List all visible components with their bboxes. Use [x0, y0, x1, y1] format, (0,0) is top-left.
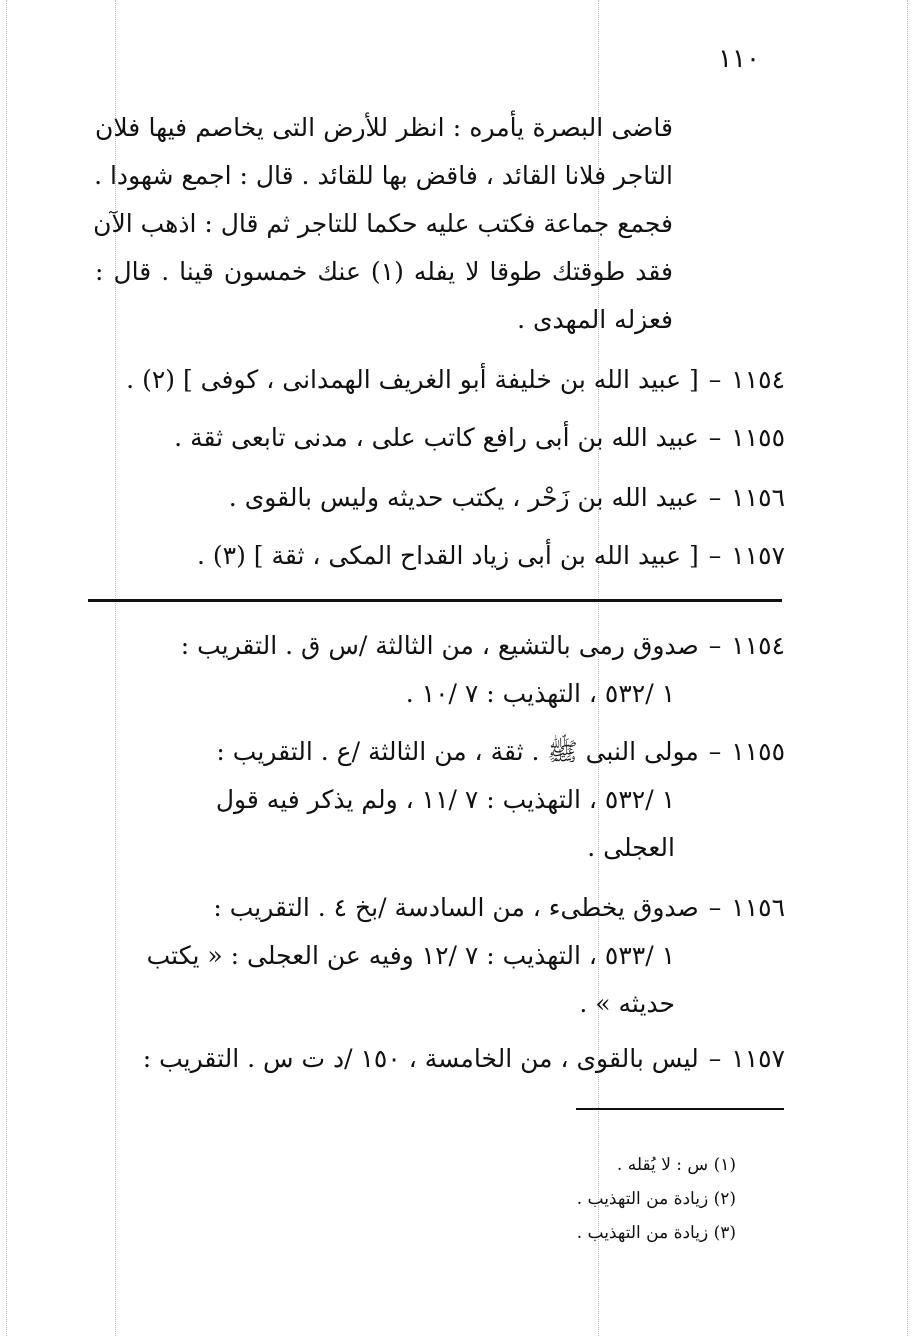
scan-dotted-line [907, 0, 908, 1336]
entry-dash: – [708, 423, 722, 452]
note-line: ١ /٥٣٢ ، التهذيب : ٧ /١١ ، ولم يذكر فيه قول [215, 785, 675, 814]
note-dash: – [708, 1044, 722, 1073]
note-number: ١١٥٤ [731, 631, 785, 660]
entry-dash: – [708, 541, 722, 570]
entry-text: عبيد الله بن أبى رافع كاتب على ، مدنى تابعى ثقة . [174, 423, 699, 452]
paragraph-line: قاضى البصرة يأمره : انظر للأرض التى يخاصم فيها فلان [95, 113, 673, 142]
narrator-entry [95, 474, 785, 522]
footnote: (٢) زيادة من التهذيب . [576, 1189, 736, 1209]
note-line: ١ /٥٣٣ ، التهذيب : ٧ /١٢ وفيه عن العجلى : « يكتب [146, 941, 675, 970]
note-line: مولى النبى ﷺ . ثقة ، من الثالثة /ع . التقريب : [216, 737, 699, 766]
paragraph-line: فعزله المهدى . [517, 305, 673, 334]
note-line: حديثه » . [579, 989, 675, 1018]
note-dash: – [708, 893, 722, 922]
section-divider [88, 599, 782, 602]
scan-dotted-line [6, 0, 7, 1336]
note-line: صدوق يخطىء ، من السادسة /بخ ٤ . التقريب : [213, 893, 699, 922]
paragraph-line: فجمع جماعة فكتب عليه حكما للتاجر ثم قال : اذهب الآن [93, 209, 673, 238]
narrator-entry [95, 532, 785, 580]
note-line: ١ /٥٣٢ ، التهذيب : ٧ /١٠ . [405, 679, 675, 708]
note-dash: – [708, 737, 722, 766]
paragraph-line: فقد طوقتك طوقا لا يفله (١) عنك خمسون قينا . قال : [95, 257, 673, 286]
commentary-note [95, 728, 785, 872]
entry-number: ١١٥٧ [731, 541, 785, 570]
entry-text: [ عبيد الله بن أبى زياد القداح المكى ، ثقة ] (٣) . [196, 541, 699, 570]
narrator-entry [95, 414, 785, 462]
note-number: ١١٥٧ [731, 1044, 785, 1073]
entry-text: [ عبيد الله بن خليفة أبو الغريف الهمدانى ، كوفى ] (٢) . [126, 365, 699, 394]
footnote: (١) س : لا يُقله . [616, 1155, 736, 1175]
paragraph-line: التاجر فلانا القائد ، فاقض بها للقائد . قال : اجمع شهودا . [94, 161, 673, 190]
note-line: صدوق رمى بالتشيع ، من الثالثة /س ق . التقريب : [180, 631, 699, 660]
entry-dash: – [708, 483, 722, 512]
footnote-divider [576, 1108, 784, 1110]
note-number: ١١٥٦ [731, 893, 785, 922]
commentary-note [95, 884, 785, 1028]
note-number: ١١٥٥ [731, 737, 785, 766]
narrative-paragraph [95, 104, 673, 344]
entry-number: ١١٥٦ [731, 483, 785, 512]
page-number: ١١٠ [718, 44, 760, 74]
narrator-entry [95, 356, 785, 404]
entry-number: ١١٥٥ [731, 423, 785, 452]
entry-dash: – [708, 365, 722, 394]
commentary-note [95, 622, 785, 718]
note-line: ليس بالقوى ، من الخامسة ، ١٥٠ /د ت س . التقريب : [142, 1044, 699, 1073]
note-dash: – [708, 631, 722, 660]
entry-number: ١١٥٤ [731, 365, 785, 394]
note-line: العجلى . [587, 833, 675, 862]
commentary-note [95, 1035, 785, 1083]
entry-text: عبيد الله بن زَحْر ، يكتب حديثه وليس بالقوى . [228, 483, 699, 512]
footnote: (٣) زيادة من التهذيب . [576, 1223, 736, 1243]
